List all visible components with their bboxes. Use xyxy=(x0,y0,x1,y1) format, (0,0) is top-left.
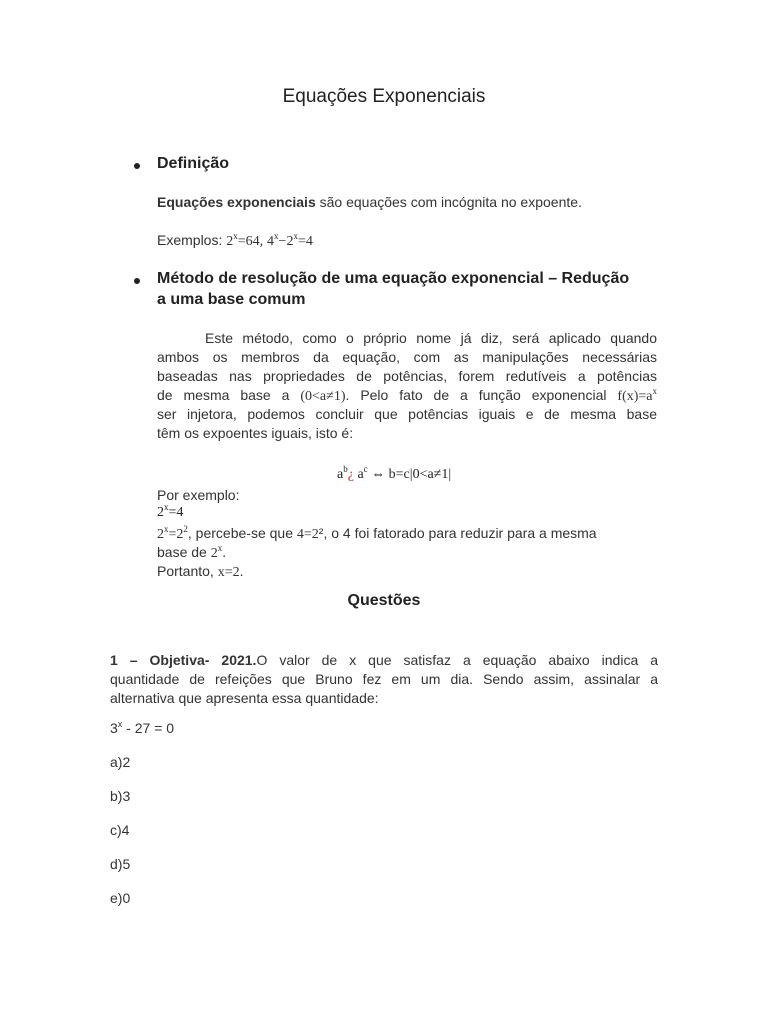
paragraph-line-1: Este método, como o próprio nome já diz, será aplicado quando xyxy=(205,330,657,346)
example-step: $2^x=2^2$, percebe-se que 4=2², o 4 foi fatorado para reduzir para a mesma xyxy=(157,524,597,542)
definition-text xyxy=(157,193,582,212)
question-1-line-2: quantidade de refeições que Bruno fez em um dia. Sendo assim, assinalar a xyxy=(110,671,658,687)
option-d: d)5 xyxy=(110,856,131,872)
injectivity-formula: $a^b¿$ $a^c$ ⇔ b=c|0<a≠1| xyxy=(337,464,452,482)
page-title: Equações Exponenciais xyxy=(282,86,486,107)
example-2: $4^x-2^x=4$ xyxy=(267,231,313,249)
example-equation: $2^x=4$ xyxy=(157,502,184,520)
section-heading-definicao: Definição xyxy=(157,155,230,172)
definition-term: Equações exponenciais xyxy=(157,194,316,210)
bullet-dot xyxy=(134,163,140,169)
example-conclusion: Portanto, x=2. xyxy=(157,563,244,580)
bullet-dot xyxy=(134,278,140,284)
questions-heading: Questões xyxy=(347,592,421,609)
paragraph-line-2: ambos os membros da equação, com as manipulações necessárias xyxy=(157,349,657,365)
example-step-cont: base de 2$^x$. xyxy=(157,543,227,561)
option-a: a)2 xyxy=(110,754,131,770)
question-1-equation: 3$^x$ - 27 = 0 xyxy=(110,719,175,736)
example-1: $2^x=64$, xyxy=(226,231,264,249)
option-e: e)0 xyxy=(110,890,131,906)
paragraph-line-6: têm os expoentes iguais, isto é: xyxy=(157,425,354,441)
examples-line xyxy=(157,231,313,251)
example-intro: Por exemplo: xyxy=(157,487,240,503)
examples-label: Exemplos: xyxy=(157,232,223,248)
question-1-line-3: alternativa que apresenta essa quantidade: xyxy=(110,690,379,706)
section-heading-metodo-2: a uma base comum xyxy=(157,291,306,308)
definition-rest: são equações com incógnita no expoente. xyxy=(319,194,582,210)
paragraph-line-4: de mesma base a (0<a≠1). Pelo fato de a função exponencial $f(x)=a^x$ xyxy=(157,386,658,404)
option-b: b)3 xyxy=(110,788,131,804)
question-1-line-1: 1 – Objetiva- 2021.O valor de x que satisfaz a equação abaixo indica a xyxy=(110,652,658,668)
section-heading-metodo-1: Método de resolução de uma equação exponencial – Redução xyxy=(157,270,630,287)
option-c: c)4 xyxy=(110,822,130,838)
paragraph-line-3: baseadas nas propriedades de potências, forem redutíveis a potências xyxy=(157,368,657,384)
paragraph-line-5: ser injetora, podemos concluir que potências iguais e de mesma base xyxy=(157,406,657,422)
